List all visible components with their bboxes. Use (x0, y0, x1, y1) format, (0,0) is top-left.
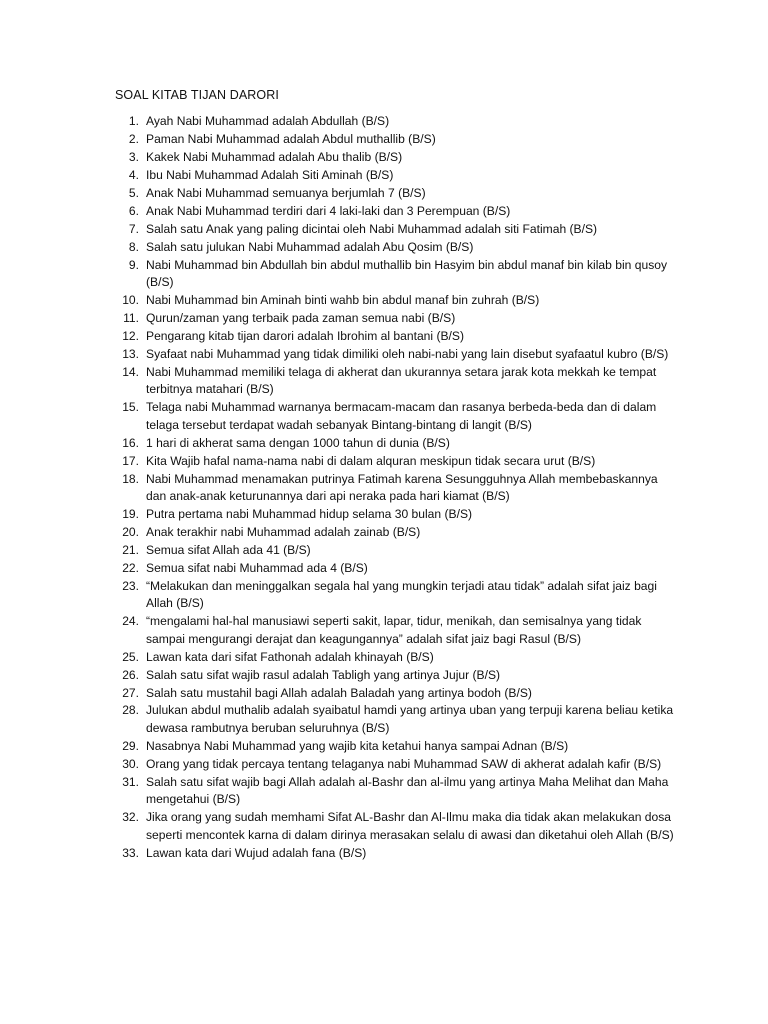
question-text: Salah satu Anak yang paling dicintai oleh Nabi Muhammad adalah siti Fatimah (B/S) (146, 221, 598, 236)
question-text: Putra pertama nabi Muhammad hidup selama 30 bulan (B/S) (146, 506, 473, 521)
question-number: 11. (123, 310, 139, 325)
question-number: 19. (122, 506, 139, 521)
question-item (114, 702, 674, 737)
question-item (114, 738, 674, 755)
question-item (114, 613, 674, 648)
question-item (114, 435, 674, 452)
question-number: 23. (122, 578, 139, 593)
question-number: 13. (122, 346, 139, 361)
question-number: 10. (122, 293, 139, 308)
question-number: 21. (122, 542, 139, 557)
question-text: Salah satu mustahil bagi Allah adalah Baladah yang artinya bodoh (B/S) (146, 685, 532, 700)
question-item (114, 560, 674, 577)
question-number: 15. (122, 400, 139, 415)
question-item (114, 113, 674, 130)
question-text: Lawan kata dari Wujud adalah fana (B/S) (146, 845, 367, 860)
question-item (114, 845, 674, 862)
question-number: 2. (128, 131, 139, 146)
question-number: 4. (128, 167, 139, 182)
question-text: Telaga nabi Muhammad warnanya bermacam-macam dan rasanya berbeda-beda dan di dalam telaga tersebut terdapat wadah sebanyak Bintang-bintang di langit (B/S) (146, 400, 657, 432)
question-number: 22. (122, 560, 139, 575)
question-item (114, 524, 674, 541)
question-number: 16. (122, 435, 139, 450)
question-item (114, 203, 674, 220)
question-number: 12. (122, 328, 139, 343)
question-number: 29. (122, 738, 139, 753)
question-text: Salah satu sifat wajib rasul adalah Tabligh yang artinya Jujur (B/S) (146, 667, 501, 682)
question-number: 28. (122, 703, 139, 718)
question-number: 7. (128, 221, 139, 236)
question-text: Kita Wajib hafal nama-nama nabi di dalam alquran meskipun tidak secara urut (B/S) (146, 453, 596, 468)
question-item (114, 453, 674, 470)
question-text: Kakek Nabi Muhammad adalah Abu thalib (B/S) (146, 149, 403, 164)
question-list (114, 113, 674, 863)
question-text: Nabi Muhammad menamakan putrinya Fatimah karena Sesungguhnya Allah membebaskannya dan anak-anak keturunannya dari api neraka pada hari kiamat (B/S) (146, 471, 658, 504)
question-item (114, 292, 674, 309)
question-number: 3. (128, 149, 139, 164)
question-item (114, 328, 674, 345)
question-item (114, 239, 674, 256)
question-number: 9. (128, 257, 139, 272)
question-item (114, 399, 674, 434)
question-item (114, 774, 674, 809)
question-text: Nabi Muhammad bin Aminah binti wahb bin abdul manaf bin zuhrah (B/S) (146, 293, 540, 308)
question-item (114, 346, 674, 363)
question-text: Syafaat nabi Muhammad yang tidak dimiliki oleh nabi-nabi yang lain disebut syafaatul kubro (B/S) (146, 346, 669, 361)
document-title: SOAL KITAB TIJAN DARORI (115, 88, 279, 102)
question-text: Ayah Nabi Muhammad adalah Abdullah (B/S) (146, 114, 390, 128)
question-item (114, 257, 674, 292)
question-number: 27. (122, 685, 139, 700)
question-text: Nabi Muhammad memiliki telaga di akherat dan ukurannya setara jarak kota mekkah ke tempat terbitnya matahari (B/S) (146, 364, 657, 397)
question-item (114, 167, 674, 184)
question-item (114, 471, 674, 506)
question-item (114, 185, 674, 202)
question-item (114, 649, 674, 666)
question-item (114, 667, 674, 684)
question-text: “Melakukan dan meninggalkan segala hal yang mungkin terjadi atau tidak” adalah sifat jaiz bagi Allah (B/S) (146, 578, 657, 611)
question-number: 5. (128, 185, 139, 200)
question-number: 1. (128, 114, 139, 128)
question-number: 31. (122, 774, 139, 789)
question-text: Anak Nabi Muhammad semuanya berjumlah 7 (B/S) (146, 185, 426, 200)
question-number: 26. (122, 667, 139, 682)
question-item (114, 542, 674, 559)
question-text: Qurun/zaman yang terbaik pada zaman semua nabi (B/S) (146, 310, 456, 325)
question-text: Nasabnya Nabi Muhammad yang wajib kita ketahui hanya sampai Adnan (B/S) (146, 738, 569, 753)
question-number: 25. (122, 649, 139, 664)
question-text: Anak Nabi Muhammad terdiri dari 4 laki-laki dan 3 Perempuan (B/S) (146, 203, 511, 218)
question-text: Nabi Muhammad bin Abdullah bin abdul muthallib bin Hasyim bin abdul manaf bin kilab bin qusoy (B/S) (146, 257, 668, 290)
question-text: Jika orang yang sudah memhami Sifat AL-Bashr dan Al-Ilmu maka dia tidak akan melakukan dosa seperti mencontek karna di dalam dirinya merasakan selalu di awasi dan diketahui oleh Allah (B/S) (146, 810, 674, 842)
question-item (114, 364, 674, 399)
question-text: “mengalami hal-hal manusiawi seperti sakit, lapar, tidur, menikah, dan semisalnya yang tidak sampai mengurangi derajat dan keagungannya” adalah sifat jaiz bagi Rasul (B/S) (146, 614, 642, 646)
question-text: Semua sifat nabi Muhammad ada 4 (B/S) (146, 560, 368, 575)
question-text: Anak terakhir nabi Muhammad adalah zainab (B/S) (146, 524, 421, 539)
question-number: 32. (122, 810, 139, 825)
question-number: 24. (122, 614, 139, 629)
question-item (114, 809, 674, 844)
question-item (114, 506, 674, 523)
question-number: 20. (122, 524, 139, 539)
question-item (114, 221, 674, 238)
question-text: Semua sifat Allah ada 41 (B/S) (146, 542, 311, 557)
question-text: Ibu Nabi Muhammad Adalah Siti Aminah (B/S) (146, 167, 394, 182)
question-item (114, 310, 674, 327)
question-item (114, 149, 674, 166)
question-text: Lawan kata dari sifat Fathonah adalah khinayah (B/S) (146, 649, 434, 664)
question-item (114, 756, 674, 773)
question-text: Pengarang kitab tijan darori adalah Ibrohim al bantani (B/S) (146, 328, 464, 343)
question-number: 17. (122, 453, 139, 468)
question-number: 14. (122, 364, 139, 379)
question-text: Paman Nabi Muhammad adalah Abdul muthallib (B/S) (146, 131, 436, 146)
question-text: Julukan abdul muthalib adalah syaibatul hamdi yang artinya uban yang terpuji karena beliau ketika dewasa rambutnya beruban seluruhnya (B/S) (146, 703, 674, 735)
question-text: 1 hari di akherat sama dengan 1000 tahun di dunia (B/S) (146, 435, 450, 450)
question-number: 30. (122, 756, 139, 771)
question-number: 18. (122, 471, 139, 486)
question-text: Salah satu sifat wajib bagi Allah adalah al-Bashr dan al-ilmu yang artinya Maha Melihat dan Maha mengetahui (B/S) (146, 774, 669, 807)
question-text: Salah satu julukan Nabi Muhammad adalah Abu Qosim (B/S) (146, 239, 474, 254)
question-item (114, 685, 674, 702)
question-item (114, 578, 674, 613)
question-item (114, 131, 674, 148)
question-number: 8. (128, 239, 139, 254)
question-text: Orang yang tidak percaya tentang telaganya nabi Muhammad SAW di akherat adalah kafir (B/S) (146, 756, 662, 771)
question-number: 33. (122, 845, 139, 860)
question-number: 6. (128, 203, 139, 218)
